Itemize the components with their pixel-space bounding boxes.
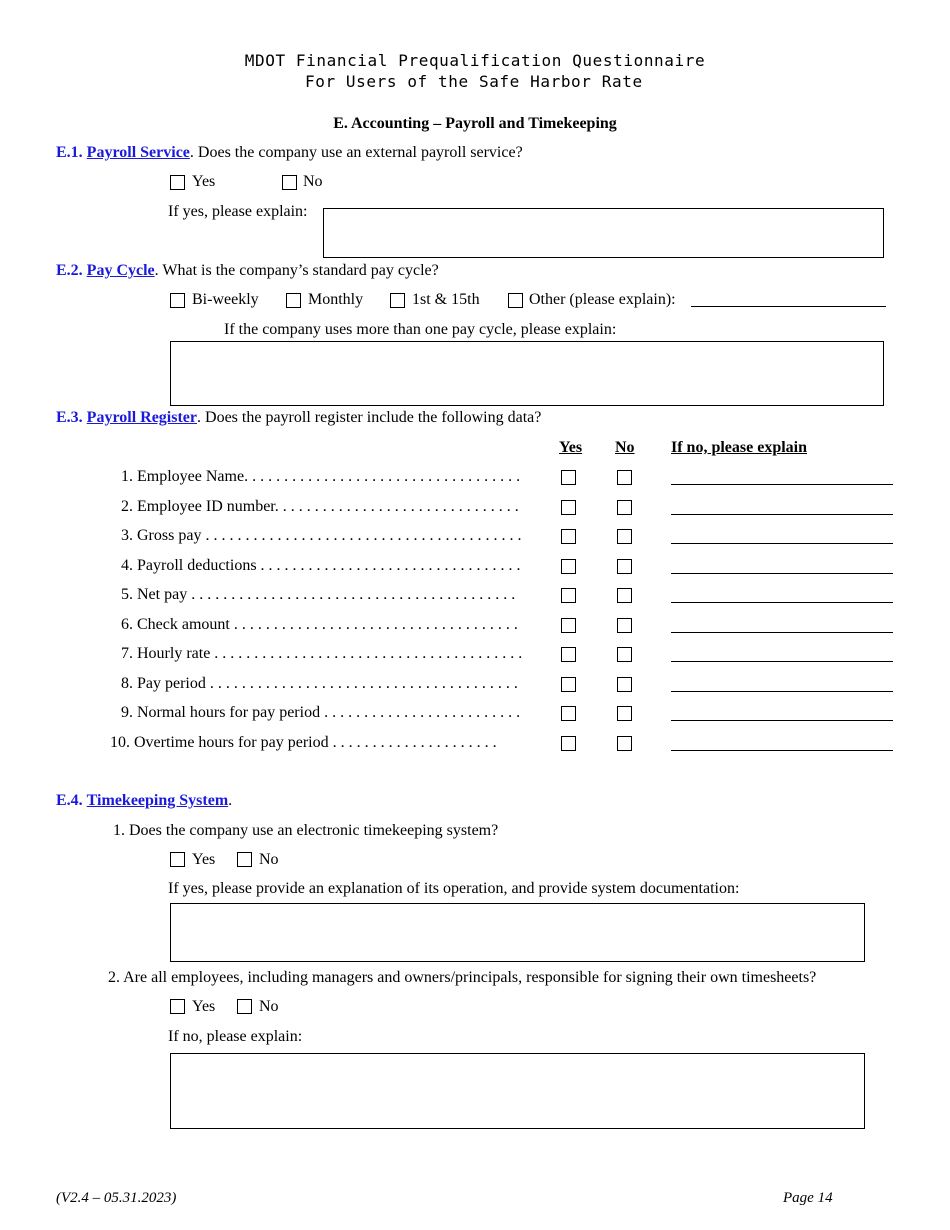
register-row-explain-line[interactable] (671, 573, 893, 574)
e4-q1-yes-label: Yes (192, 851, 216, 868)
e4-q1-explain-label: If yes, please provide an explanation of its operation, and provide system documentation: (168, 880, 740, 897)
register-row-yes-checkbox[interactable] (561, 529, 576, 544)
section-title: E. Accounting – Payroll and Timekeeping (333, 115, 617, 132)
e2-other-label: Other (please explain): (529, 291, 676, 308)
register-row-yes-checkbox[interactable] (561, 647, 576, 662)
register-row-explain-line[interactable] (671, 543, 893, 544)
register-row-explain-line[interactable] (671, 484, 893, 485)
e4-q1-no-checkbox[interactable] (237, 852, 252, 867)
question-e1 (56, 144, 523, 162)
e1-explain-label: If yes, please explain: (168, 203, 308, 220)
register-row-no-checkbox[interactable] (617, 529, 632, 544)
register-row-no-checkbox[interactable] (617, 706, 632, 721)
e4-q2-no-checkbox[interactable] (237, 999, 252, 1014)
register-row-no-checkbox[interactable] (617, 677, 632, 692)
question-text: . Does the company use an external payroll service? (189, 144, 523, 161)
register-row-explain-line[interactable] (671, 514, 893, 515)
question-number: E.3. (56, 409, 83, 426)
e4-q2-yes-label: Yes (192, 998, 216, 1015)
register-row-explain-line[interactable] (671, 602, 893, 603)
col-header-explain: If no, please explain (671, 439, 808, 456)
register-row-yes-checkbox[interactable] (561, 470, 576, 485)
e2-other-checkbox[interactable] (508, 293, 523, 308)
register-row-no-checkbox[interactable] (617, 559, 632, 574)
register-row-explain-line[interactable] (671, 691, 893, 692)
e4-q2-explain-field[interactable] (170, 1053, 865, 1129)
doc-subtitle: For Users of the Safe Harbor Rate (305, 72, 643, 91)
e2-1st-15th-label: 1st & 15th (412, 291, 480, 308)
e2-multi-label: If the company uses more than one pay cycle, please explain: (224, 321, 617, 338)
question-number: E.4. (56, 792, 83, 809)
register-row-no-checkbox[interactable] (617, 647, 632, 662)
e2-other-line[interactable] (691, 306, 886, 307)
register-row-yes-checkbox[interactable] (561, 559, 576, 574)
e4-q2-yes-checkbox[interactable] (170, 999, 185, 1014)
pay-cycle-link[interactable]: Pay Cycle (86, 262, 155, 279)
question-number: E.1. (56, 144, 83, 161)
e1-yes-label: Yes (192, 173, 216, 190)
question-text: . (228, 792, 233, 809)
e1-no-label: No (303, 173, 323, 190)
e4-q2-explain-label: If no, please explain: (168, 1028, 303, 1045)
e1-no-checkbox[interactable] (282, 175, 297, 190)
col-header-yes: Yes (559, 439, 583, 456)
question-e4 (56, 792, 232, 810)
question-text: . Does the payroll register include the following data? (197, 409, 542, 426)
e4-q1-text: 1. Does the company use an electronic timekeeping system? (113, 822, 499, 839)
e4-q2-text: 2. Are all employees, including managers and owners/principals, responsible for signing their own timesheets? (108, 969, 817, 986)
e4-q2-no-label: No (259, 998, 279, 1015)
register-row-explain-line[interactable] (671, 720, 893, 721)
register-row-no-checkbox[interactable] (617, 588, 632, 603)
e1-explain-field[interactable] (323, 208, 884, 258)
e2-biweekly-checkbox[interactable] (170, 293, 185, 308)
register-row-explain-line[interactable] (671, 661, 893, 662)
question-e3 (56, 409, 541, 427)
register-row-no-checkbox[interactable] (617, 470, 632, 485)
register-row-yes-checkbox[interactable] (561, 588, 576, 603)
e4-q1-explain-field[interactable] (170, 903, 865, 962)
register-row-no-checkbox[interactable] (617, 618, 632, 633)
question-text: . What is the company’s standard pay cycle? (154, 262, 439, 279)
register-row-label: 5. Net pay . . . . . . . . . . . . . . . . . . . . . . . . . . . . . . . . . . . . . . . . . (121, 586, 516, 603)
e2-explain-field[interactable] (170, 341, 884, 406)
register-row-yes-checkbox[interactable] (561, 706, 576, 721)
footer-page-number: Page 14 (783, 1190, 833, 1206)
register-row-label: 10. Overtime hours for pay period . . . . . . . . . . . . . . . . . . . . . (110, 733, 497, 751)
footer-version: (V2.4 – 05.31.2023) (56, 1190, 177, 1206)
timekeeping-system-link[interactable]: Timekeeping System (86, 792, 229, 809)
payroll-service-link[interactable]: Payroll Service (86, 144, 190, 161)
register-row-label: 2. Employee ID number. . . . . . . . . . . . . . . . . . . . . . . . . . . . . . . (121, 497, 519, 515)
e2-monthly-checkbox[interactable] (286, 293, 301, 308)
e2-biweekly-label: Bi-weekly (192, 291, 259, 308)
e4-q1-no-label: No (259, 851, 279, 868)
register-row-label: 3. Gross pay . . . . . . . . . . . . . . . . . . . . . . . . . . . . . . . . . . . . . . . . (121, 527, 522, 544)
register-row-label: 8. Pay period . . . . . . . . . . . . . . . . . . . . . . . . . . . . . . . . . . . . . . . (121, 674, 518, 692)
question-number: E.2. (56, 262, 83, 279)
register-row-label: 9. Normal hours for pay period . . . . . . . . . . . . . . . . . . . . . . . . . (121, 704, 521, 721)
register-row-explain-line[interactable] (671, 632, 893, 633)
register-row-yes-checkbox[interactable] (561, 677, 576, 692)
col-header-no: No (615, 439, 635, 456)
doc-title: MDOT Financial Prequalification Questionnaire (244, 51, 706, 70)
register-row-explain-line[interactable] (671, 750, 893, 751)
register-row-yes-checkbox[interactable] (561, 618, 576, 633)
register-row-yes-checkbox[interactable] (561, 500, 576, 515)
payroll-register-link[interactable]: Payroll Register (86, 409, 198, 426)
register-row-no-checkbox[interactable] (617, 736, 632, 751)
register-row-no-checkbox[interactable] (617, 500, 632, 515)
e1-yes-checkbox[interactable] (170, 175, 185, 190)
e4-q1-yes-checkbox[interactable] (170, 852, 185, 867)
register-row-yes-checkbox[interactable] (561, 736, 576, 751)
register-row-label: 7. Hourly rate . . . . . . . . . . . . . . . . . . . . . . . . . . . . . . . . . . . . . . . (121, 645, 523, 662)
register-row-label: 1. Employee Name. . . . . . . . . . . . . . . . . . . . . . . . . . . . . . . . . . . (121, 468, 521, 485)
question-e2 (56, 262, 439, 280)
e2-monthly-label: Monthly (308, 291, 364, 308)
register-row-label: 4. Payroll deductions . . . . . . . . . . . . . . . . . . . . . . . . . . . . . . . . . (121, 556, 521, 574)
register-row-label: 6. Check amount . . . . . . . . . . . . . . . . . . . . . . . . . . . . . . . . . . . . (121, 615, 518, 633)
e2-1st-15th-checkbox[interactable] (390, 293, 405, 308)
